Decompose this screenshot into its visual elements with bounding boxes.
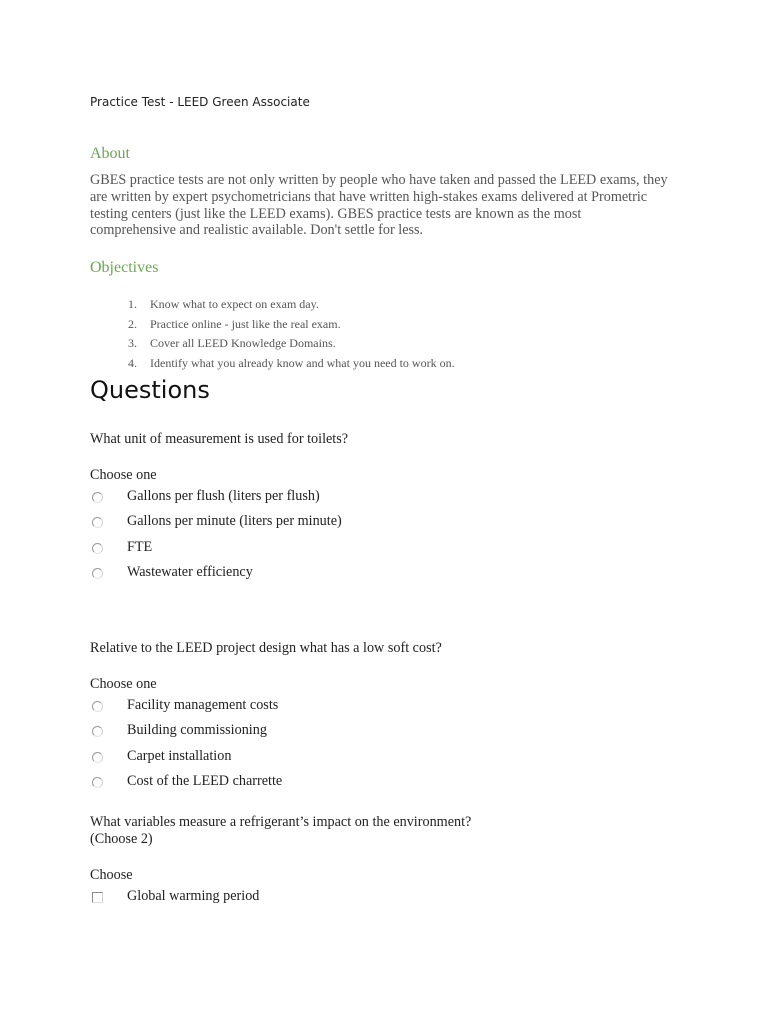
option-label: Wastewater efficiency: [127, 564, 253, 580]
question-3-instruction: Choose: [90, 867, 133, 883]
question-3-text: [90, 814, 471, 848]
list-item-number: 2.: [128, 316, 137, 331]
option-label: Gallons per minute (liters per minute): [127, 513, 342, 529]
question-1-instruction: Choose one: [90, 467, 157, 483]
checkbox[interactable]: [92, 892, 103, 903]
option-label: Carpet installation: [127, 748, 232, 764]
option-label: FTE: [127, 539, 153, 555]
about-heading: About: [90, 145, 130, 162]
question-1-text: What unit of measurement is used for toilets?: [90, 431, 349, 447]
radio-button[interactable]: [92, 777, 103, 788]
radio-button[interactable]: [92, 492, 103, 503]
question-3-text-line-1: What variables measure a refrigerant’s impact on the environment?: [90, 814, 472, 830]
list-item-number: 3.: [128, 336, 137, 351]
radio-button[interactable]: [92, 752, 103, 763]
list-item-text: Identify what you already know and what you need to work on.: [150, 356, 455, 371]
question-2-instruction: Choose one: [90, 676, 157, 692]
option-label: Building commissioning: [127, 722, 267, 738]
list-item: [90, 354, 455, 374]
radio-button[interactable]: [92, 543, 103, 554]
list-item-text: Cover all LEED Knowledge Domains.: [150, 336, 336, 351]
list-item-text: Practice online - just like the real exam.: [150, 316, 341, 331]
radio-button[interactable]: [92, 517, 103, 528]
objectives-heading: Objectives: [90, 259, 159, 276]
option-label: Global warming period: [127, 888, 260, 904]
radio-button[interactable]: [92, 726, 103, 737]
about-paragraph: GBES practice tests are not only written by people who have taken and passed the LEED exams, they are written by expert psychometricians that have written high-stakes exams delivered at Prometric testing centers (just like the LEED exams). GBES practice tests are known as the most comprehensive and realistic available. Don't settle for less.: [90, 172, 668, 239]
document-header-title: Practice Test - LEED Green Associate: [90, 95, 310, 109]
list-item-text: Know what to expect on exam day.: [150, 297, 319, 311]
question-3-text-line-2: (Choose 2): [90, 831, 153, 847]
list-item: [90, 334, 455, 354]
option-label: Facility management costs: [127, 697, 279, 713]
question-2-text: Relative to the LEED project design what has a low soft cost?: [90, 640, 442, 656]
list-item: [90, 295, 455, 315]
objectives-list: [90, 295, 455, 374]
option-label: Gallons per flush (liters per flush): [127, 488, 320, 504]
list-item-number: 1.: [128, 297, 137, 311]
option-label: Cost of the LEED charrette: [127, 773, 283, 789]
radio-button[interactable]: [92, 701, 103, 712]
list-item: [90, 315, 455, 335]
list-item-number: 4.: [128, 356, 137, 371]
questions-heading: Questions: [90, 376, 210, 404]
radio-button[interactable]: [92, 568, 103, 579]
